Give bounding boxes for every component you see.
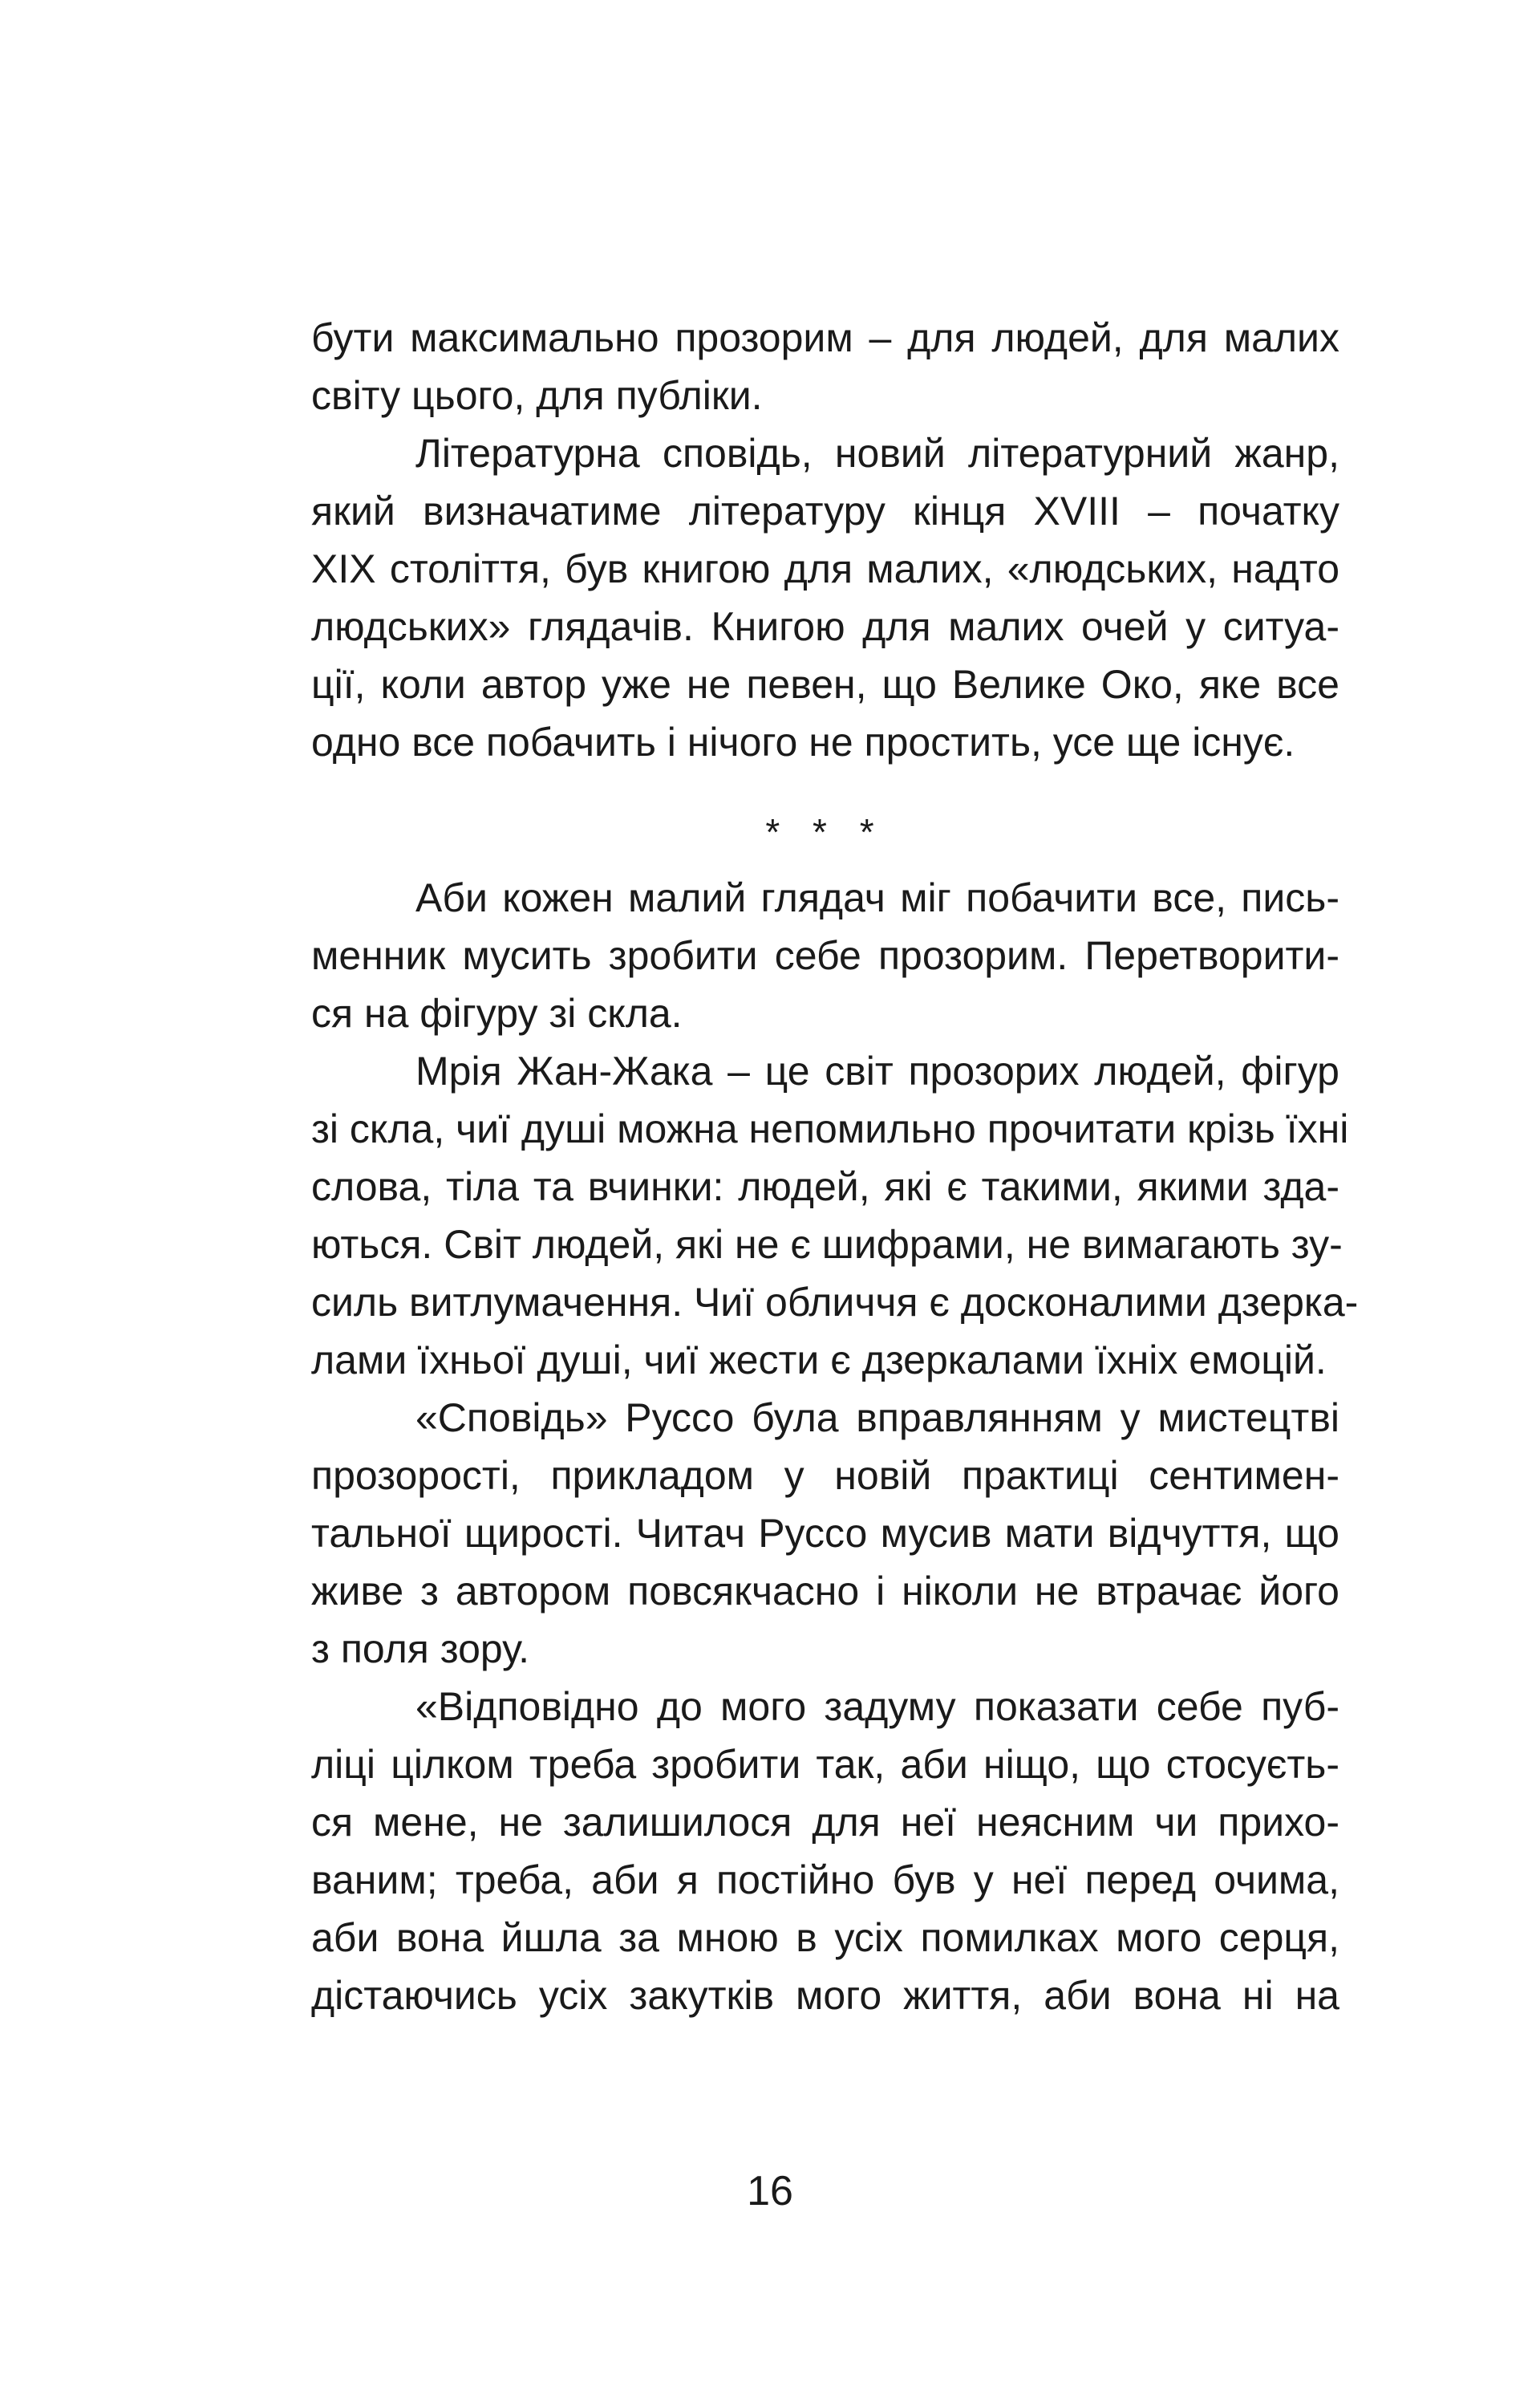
text-line: людських» глядачів. Книгою для малих очей у ситуа-: [311, 604, 1339, 649]
paragraph: [311, 309, 1339, 424]
text-line: зі скла, чиї душі можна непомильно прочитати крізь їхні: [311, 1106, 1349, 1151]
section-separator: * * *: [765, 811, 886, 853]
top-section: [311, 309, 1339, 771]
text-line: ваним; треба, аби я постійно був у неї перед очима,: [311, 1857, 1339, 1902]
text-line: бути максимально прозорим – для людей, для малих: [311, 315, 1339, 360]
text-line: лами їхньої душі, чиї жести є дзеркалами їхніх емоцій.: [311, 1337, 1327, 1382]
text-line: ються. Світ людей, які не є шифрами, не вимагають зу-: [311, 1222, 1343, 1267]
text-line: менник мусить зробити себе прозорим. Перетворити-: [311, 933, 1339, 978]
text-line: аби вона йшла за мною в усіх помилках мого серця,: [311, 1915, 1339, 1960]
bottom-section: [311, 869, 1359, 2024]
paragraph: [311, 1389, 1339, 1678]
paragraph: [311, 424, 1339, 771]
page-number: 16: [747, 2168, 793, 2214]
paragraph: [311, 1678, 1339, 2024]
text-line: Літературна сповідь, новий літературний жанр,: [415, 431, 1339, 476]
paragraph: [311, 1042, 1359, 1389]
paragraph: [311, 869, 1339, 1042]
text-line: ся на фігуру зі скла.: [311, 991, 683, 1036]
body-text: [311, 309, 1359, 2024]
text-line: ся мене, не залишилося для неї неясним чи прихо-: [311, 1800, 1339, 1845]
text-line: ліці цілком треба зробити так, аби ніщо, що стосуєть-: [311, 1742, 1339, 1787]
text-line: XIX століття, був книгою для малих, «людських, надто: [311, 546, 1339, 591]
text-line: «Сповідь» Руссо була вправлянням у мистецтві: [415, 1395, 1339, 1440]
text-line: ції, коли автор уже не певен, що Велике Око, яке все: [311, 662, 1339, 707]
text-line: живе з автором повсякчасно і ніколи не втрачає його: [311, 1569, 1339, 1614]
text-line: силь витлумачення. Чиї обличчя є досконалими дзерка-: [311, 1280, 1359, 1325]
text-line: прозорості, прикладом у новій практиці сентимен-: [311, 1453, 1339, 1498]
text-line: з поля зору.: [311, 1626, 530, 1671]
text-line: світу цього, для публіки.: [311, 373, 763, 418]
text-line: слова, тіла та вчинки: людей, які є такими, якими зда-: [311, 1164, 1339, 1209]
text-line: одно все побачить і нічого не простить, усе ще існує.: [311, 720, 1295, 765]
text-line: Мрія Жан-Жака – це світ прозорих людей, фігур: [415, 1049, 1339, 1094]
text-line: тальної щирості. Читач Руссо мусив мати відчуття, що: [311, 1511, 1339, 1556]
text-line: дістаючись усіх закутків мого життя, аби вона ні на: [311, 1973, 1339, 2018]
text-line: який визначатиме літературу кінця XVIII – початку: [311, 489, 1339, 534]
text-line: Аби кожен малий глядач міг побачити все, пись-: [415, 875, 1339, 920]
text-line: «Відповідно до мого задуму показати себе пуб-: [415, 1684, 1339, 1729]
